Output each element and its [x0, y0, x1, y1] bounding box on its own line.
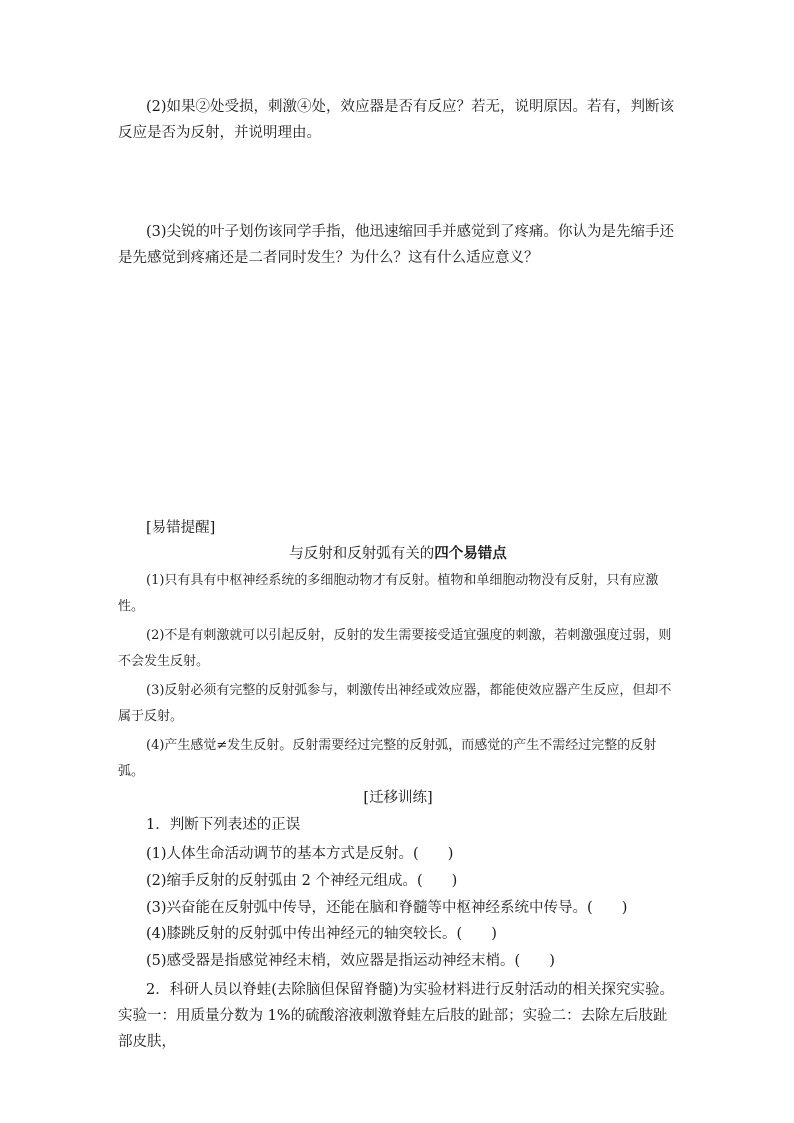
training-q1-item-2: (2)缩手反射的反射弧由 2 个神经元组成。( ) — [146, 873, 458, 889]
training-q1-item-4: (4)膝跳反射的反射弧中传出神经元的轴突较长。( ) — [146, 926, 497, 942]
tip-item-2: (2)不是有刺激就可以引起反射，反射的发生需要接受适宜强度的刺激，若刺激强度过弱，则不会发生反射。 — [118, 628, 672, 669]
training-q1-title: 1．判断下列表述的正误 — [146, 817, 301, 833]
tip-item-3: (3)反射必须有完整的反射弧参与，刺激传出神经或效应器，都能使效应器产生反应，但却不属于反射。 — [118, 683, 672, 724]
training-q1-item-3: (3)兴奋能在反射弧中传导，还能在脑和脊髓等中枢神经系统中传导。( ) — [146, 900, 628, 916]
tips-title-bold: 四个易错点 — [434, 545, 507, 562]
tips-title — [118, 541, 678, 567]
training-header: [迁移训练] — [363, 790, 433, 806]
tips-header: [易错提醒] — [146, 520, 216, 536]
question-3: (3)尖锐的叶子划伤该同学手指，他迅速缩回手并感觉到了疼痛。你认为是先缩手还是先感觉到疼痛还是二者同时发生？为什么？这有什么适应意义？ — [118, 224, 675, 266]
training-q2: 2．科研人员以脊蛙(去除脑但保留脊髓)为实验材料进行反射活动的相关探究实验。实验一：用质量分数为 1%的硫酸溶液刺激脊蛙左后肢的趾部；实验二：去除左后肢趾部皮肤， — [118, 982, 675, 1050]
tip-item-4: (4)产生感觉≠发生反射。反射需要经过完整的反射弧，而感觉的产生不需经过完整的反射弧。 — [118, 738, 657, 779]
tip-item-1: (1)只有具有中枢神经系统的多细胞动物才有反射。植物和单细胞动物没有反射，只有应激性。 — [118, 573, 659, 614]
training-q1-item-5: (5)感受器是指感觉神经末梢，效应器是指运动神经末梢。( ) — [146, 953, 555, 969]
training-q1-item-1: (1)人体生命活动调节的基本方式是反射。( ) — [146, 846, 454, 862]
question-2: (2)如果②处受损，刺激④处，效应器是否有反应？若无，说明原因。若有，判断该反应是否为反射，并说明理由。 — [118, 99, 675, 141]
tips-title-prefix: 与反射和反射弧有关的 — [289, 546, 435, 562]
